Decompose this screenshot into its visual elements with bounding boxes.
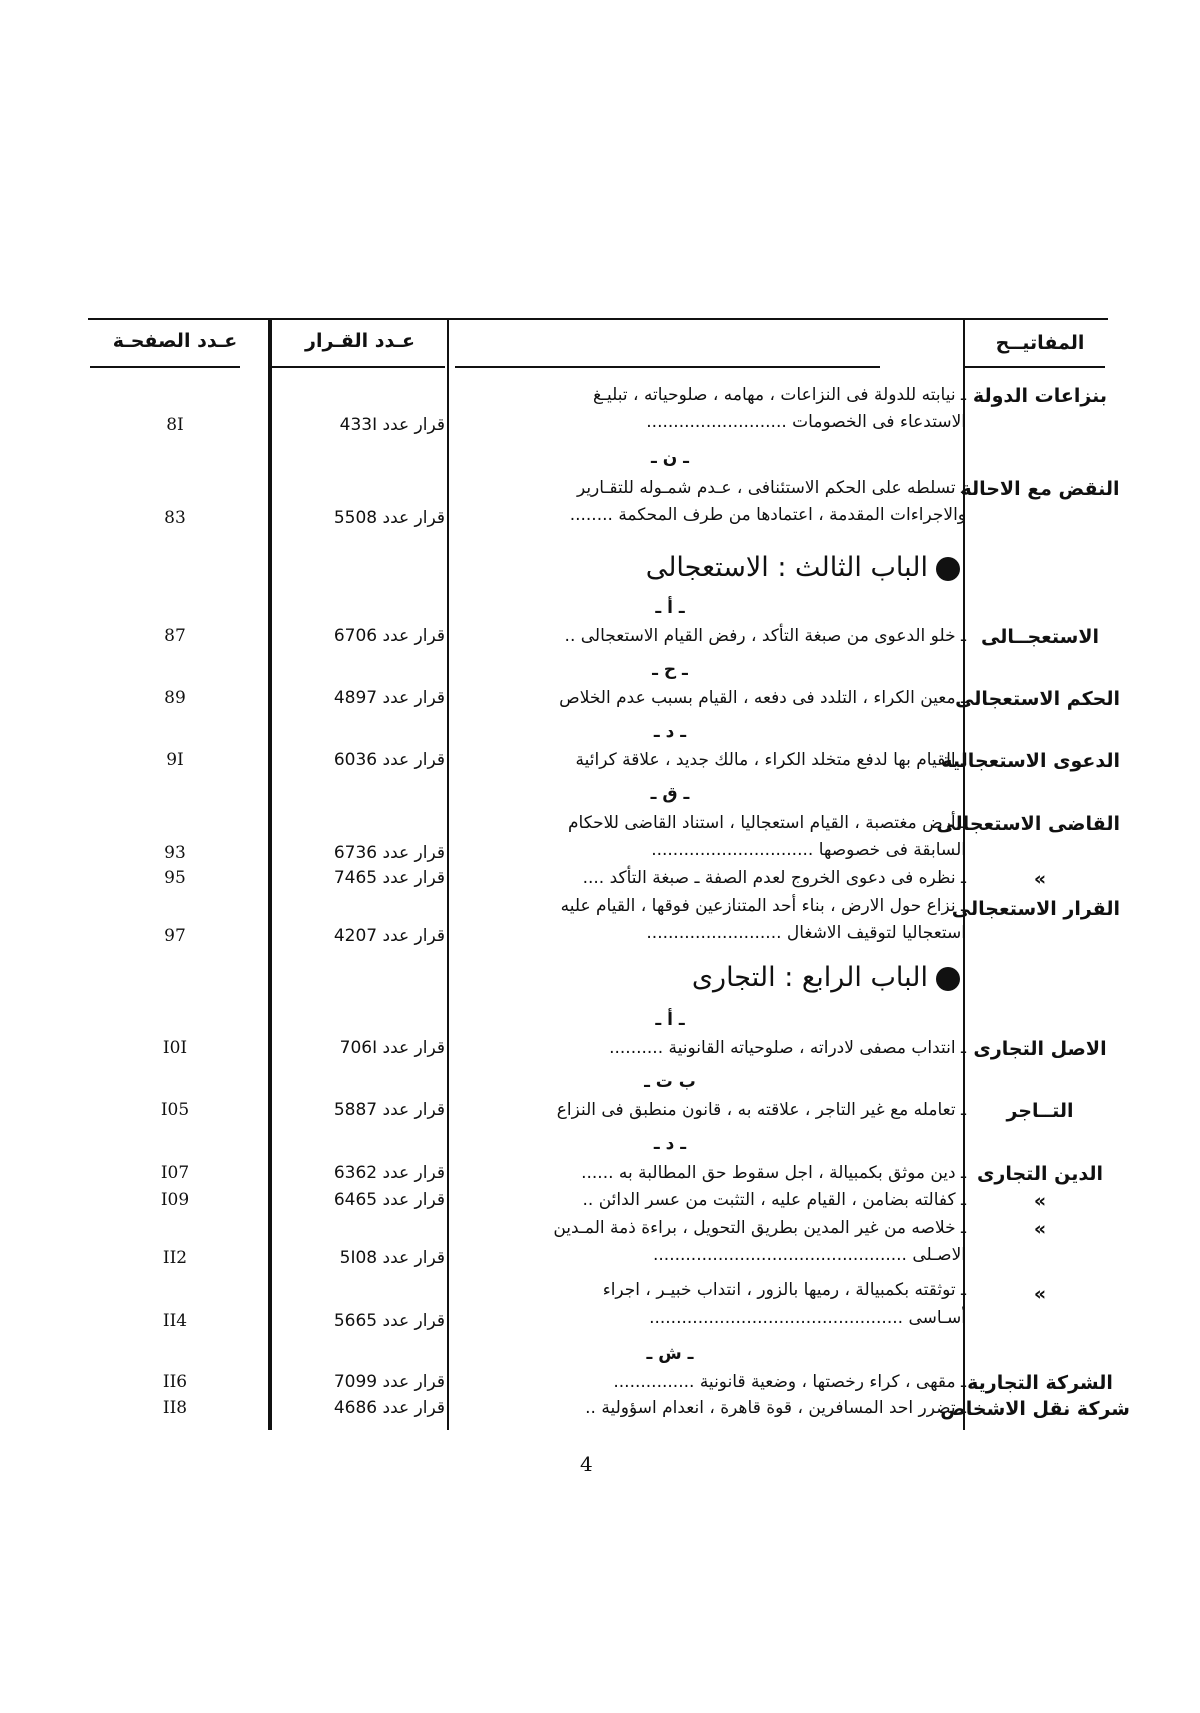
table-top-rule	[88, 318, 1108, 320]
decision-number: قرار عدد 6736	[333, 843, 445, 863]
section-letter: ـ ن ـ	[651, 448, 689, 468]
keyword: شركة نقل الاشخاص	[940, 1398, 1130, 1420]
page-ref: II4	[162, 1311, 188, 1331]
page-ref: 93	[164, 843, 186, 863]
keyword: الاصل التجارى	[973, 1038, 1107, 1060]
page-ref: 87	[164, 626, 186, 646]
section-letter: ـ أ ـ	[655, 1010, 685, 1030]
description-line: ـ نزاع حول الارض ، بناء أحد المتنازعين فوقها ، القيام عليه	[560, 896, 966, 916]
decision-number: قرار عدد 6362	[333, 1163, 445, 1183]
chapter-title: الباب الرابع : التجارى	[691, 962, 928, 993]
keyword: الاستعجــالى	[981, 626, 1099, 648]
page-ref: I09	[160, 1190, 190, 1210]
decision-number: قرار عدد 706I	[339, 1038, 445, 1058]
keyword-ditto: »	[1033, 1283, 1047, 1305]
decision-number: قرار عدد 4897	[333, 688, 445, 708]
decision-number: قرار عدد 4686	[333, 1398, 445, 1418]
decision-number: قرار عدد 433I	[339, 415, 445, 435]
description-line: ـ تضرر احد المسافرين ، قوة قاهرة ، انعدام اسؤولية ..	[585, 1398, 966, 1418]
description-line: والاجراءات المقدمة ، اعتمادها من طرف المحكمة ........	[569, 505, 966, 525]
keyword-ditto: »	[1033, 1190, 1047, 1212]
keyword: التــاجر	[1006, 1100, 1074, 1122]
section-letter: ـ د ـ	[653, 722, 687, 742]
page-ref: II8	[162, 1398, 188, 1418]
decision-number: قرار عدد 5887	[333, 1100, 445, 1120]
decision-number: قرار عدد 6465	[333, 1190, 445, 1210]
decision-number: قرار عدد 5I08	[339, 1248, 445, 1268]
page-ref: I05	[160, 1100, 190, 1120]
description-line: ـ دين موثق بكمبيالة ، اجل سقوط حق المطالبة به ......	[581, 1163, 966, 1183]
keyword: الحكم الاستعجالى	[955, 688, 1120, 710]
keyword: القاضى الاستعجالى	[936, 813, 1120, 835]
description-line: ـ تعامله مع غير التاجر ، علاقته به ، قانون منطبق فى النزاع	[556, 1100, 966, 1120]
description-line: ـ انتداب مصفى لادراته ، صلوحياته القانونية ..........	[609, 1038, 966, 1058]
decision-number: قرار عدد 4207	[333, 926, 445, 946]
page-ref: I07	[160, 1163, 190, 1183]
keyword: الدين التجارى	[976, 1163, 1104, 1185]
header-underline-pages	[90, 366, 240, 368]
chapter-heading	[560, 552, 960, 583]
description-line: ـ أرض مغتصبة ، القيام استعجاليا ، استناد القاضى للاحكام	[568, 813, 966, 833]
description-line: ـ خلاصه من غير المدين بطريق التحويل ، براءة ذمة المـدين	[553, 1218, 966, 1238]
header-underline-keywords	[965, 366, 1105, 368]
decision-number: قرار عدد 6036	[333, 750, 445, 770]
section-letter: ـ ق ـ	[650, 784, 690, 804]
description-line: ـ تسلطه على الحكم الاستئنافى ، عـدم شمـوله للتقـارير	[576, 478, 966, 498]
decision-number: قرار عدد 5508	[333, 508, 445, 528]
keyword: الدعوى الاستعجالية	[941, 750, 1120, 772]
page-ref: 83	[164, 508, 186, 528]
description-line: ـ معين الكراء ، التلدد فى دفعه ، القيام بسبب عدم الخلاص	[559, 688, 966, 708]
chapter-title: الباب الثالث : الاستعجالى	[645, 552, 928, 583]
description-line: ـ نيابته للدولة فى النزاعات ، مهامه ، صلوحياته ، تبليـغ	[593, 385, 966, 405]
page-ref: 9I	[166, 750, 184, 770]
page-ref: 89	[164, 688, 186, 708]
page-number: 4	[580, 1452, 593, 1476]
page-ref: 95	[164, 868, 186, 888]
description-line: الاصـلى ...............................................	[652, 1245, 966, 1265]
header-underline-decisions	[270, 366, 445, 368]
decision-number: قرار عدد 5665	[333, 1311, 445, 1331]
column-divider-desc-left	[447, 320, 449, 1430]
header-keywords: المفاتيــح	[995, 332, 1085, 354]
page-ref: 8I	[166, 415, 184, 435]
section-letter: ـ ح ـ	[652, 660, 688, 680]
keyword: القرار الاستعجالى	[951, 898, 1120, 920]
section-letter: ـ د ـ	[653, 1134, 687, 1154]
keyword: بنزاعات الدولة	[972, 385, 1108, 407]
description-line: ـ توثقته بكمبيالة ، رميها بالزور ، انتداب خبيـر ، اجراء	[602, 1280, 966, 1300]
section-letter: ب ت ـ	[644, 1072, 696, 1092]
keyword: الشركة التجارية	[967, 1372, 1113, 1394]
keyword-ditto: »	[1033, 868, 1047, 890]
decision-number: قرار عدد 6706	[333, 626, 445, 646]
section-letter: ـ ش ـ	[646, 1344, 694, 1364]
keyword: النقض مع الاحالة	[960, 478, 1120, 500]
page-ref: I0I	[162, 1038, 188, 1058]
bullet-icon	[936, 557, 960, 581]
header-page-number: عـدد الصفحـة	[112, 330, 238, 352]
header-underline-desc	[455, 366, 880, 368]
page-ref: II6	[162, 1372, 188, 1392]
description-line: ـ خلو الدعوى من صبغة التأكد ، رفض القيام الاستعجالى ..	[564, 626, 966, 646]
decision-number: قرار عدد 7099	[333, 1372, 445, 1392]
description-line: ـ القيام بها لدفع متخلد الكراء ، مالك جديد ، علاقة كرائية	[575, 750, 966, 770]
section-letter: ـ أ ـ	[655, 598, 685, 618]
chapter-heading	[560, 962, 960, 993]
decision-number: قرار عدد 7465	[333, 868, 445, 888]
description-line: أسـاسى ...............................................	[649, 1308, 966, 1328]
bullet-icon	[936, 967, 960, 991]
header-decision-number: عـدد القـرار	[305, 330, 415, 352]
description-line: استعجاليا لتوقيف الاشغال .........................	[646, 923, 966, 943]
description-line: السابقة فى خصوصها ..............................	[651, 840, 966, 860]
description-line: ـ كفالته بضامن ، القيام عليه ، التثبت من عسر الدائن ..	[582, 1190, 966, 1210]
description-line: ـ مقهى ، كراء رخصتها ، وضعية قانونية ...............	[613, 1372, 966, 1392]
page-ref: 97	[164, 926, 186, 946]
page-ref: II2	[162, 1248, 188, 1268]
description-line: ـ نظره فى دعوى الخروج لعدم الصفة ـ صبغة التأكد ....	[582, 868, 966, 888]
keyword-ditto: »	[1033, 1218, 1047, 1240]
description-line: الاستدعاء فى الخصومات ..........................	[646, 412, 966, 432]
